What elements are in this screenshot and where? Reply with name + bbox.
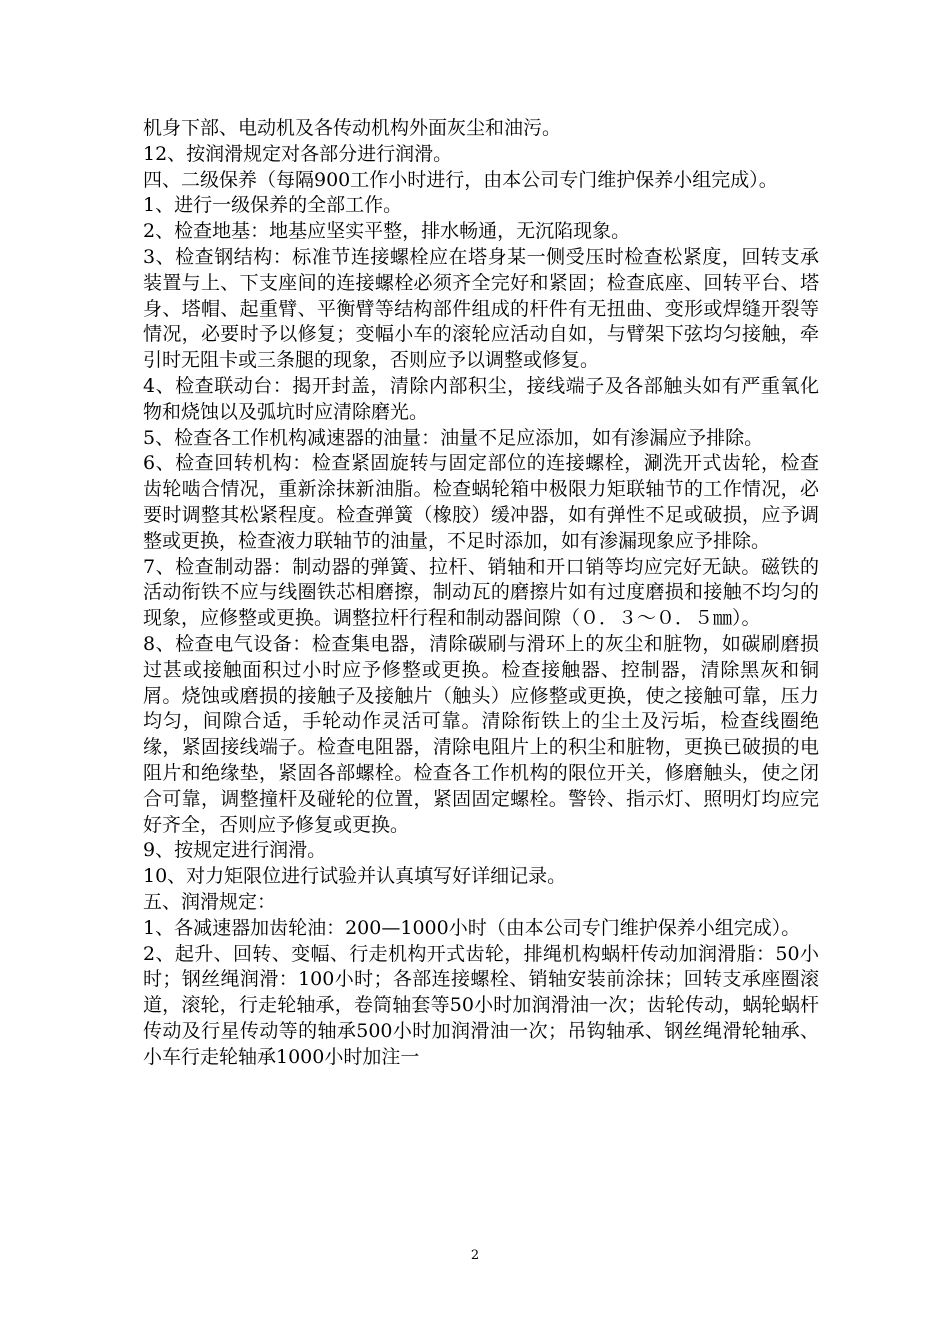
paragraph: 7、检查制动器：制动器的弹簧、拉杆、销轴和开口销等均应完好无缺。磁铁的活动衔铁不应与线圈铁芯相磨擦，制动瓦的磨擦片如有过度磨损和接触不均匀的现象，应修整或更换。调整拉杆行程和制动器间隙（０．３～０．５㎜）。 bbox=[143, 555, 819, 630]
paragraph: 机身下部、电动机及各传动机构外面灰尘和油污。 bbox=[143, 117, 562, 139]
paragraph: 2、起升、回转、变幅、行走机构开式齿轮，排绳机构蜗杆传动加润滑脂：50小时；钢丝绳润滑：100小时；各部连接螺栓、销轴安装前涂抹；回转支承座圈滚道，滚轮，行走轮轴承，卷筒轴套等50小时加润滑油一次；齿轮传动，蜗轮蜗杆传动及行星传动等的轴承500小时加润滑油一次；吊钩轴承、钢丝绳滑轮轴承、小车行走轮轴承1000小时加注一 bbox=[143, 942, 819, 1068]
paragraph: 3、检查钢结构：标准节连接螺栓应在塔身某一侧受压时检查松紧度，回转支承装置与上、下支座间的连接螺栓必须齐全完好和紧固；检查底座、回转平台、塔身、塔帽、起重臂、平衡臂等结构部件组成的杆件有无扭曲、变形或焊缝开裂等情况，必要时予以修复；变幅小车的滚轮应活动自如，与臂架下弦均匀接触，牵引时无阻卡或三条腿的现象，否则应予以调整或修复。 bbox=[143, 245, 819, 372]
paragraph: 8、检查电气设备：检查集电器，清除碳刷与滑环上的灰尘和脏物，如碳刷磨损过甚或接触面积过小时应予修整或更换。检查接触器、控制器，清除黑灰和铜屑。烧蚀或磨损的接触子及接触片（触头）应修整或更换，使之接触可靠，压力均匀，间隙合适，手轮动作灵活可靠。清除衔铁上的尘土及污垢，检查线圈绝缘，紧固接线端子。检查电阻器，清除电阻片上的积尘和脏物，更换已破损的电阻片和绝缘垫，紧固各部螺栓。检查各工作机构的限位开关，修磨触头，使之闭合可靠，调整撞杆及碰轮的位置，紧固固定螺栓。警铃、指示灯、照明灯均应完好齐全，否则应予修复或更换。 bbox=[143, 632, 819, 836]
paragraph: 1、各减速器加齿轮油：200—1000小时（由本公司专门维护保养小组完成）。 bbox=[143, 916, 801, 939]
section-heading: 五、润滑规定： bbox=[143, 890, 277, 913]
paragraph: 6、检查回转机构：检查紧固旋转与固定部位的连接螺栓，涮洗开式齿轮，检查齿轮啮合情况，重新涂抹新油脂。检查蜗轮箱中极限力矩联轴节的工作情况，必要时调整其松紧程度。检查弹簧（橡胶）缓冲器，如有弹性不足或破损，应予调整或更换，检查液力联轴节的油量，不足时添加，如有渗漏现象应予排除。 bbox=[143, 452, 819, 552]
paragraph: 12、按润滑规定对各部分进行润滑。 bbox=[143, 142, 453, 165]
paragraph: 9、按规定进行润滑。 bbox=[143, 839, 327, 862]
page-body bbox=[143, 116, 819, 1070]
paragraph: 2、检查地基：地基应坚实平整，排水畅通，无沉陷现象。 bbox=[143, 220, 631, 243]
page-number: 2 bbox=[470, 1248, 480, 1263]
paragraph: 1、进行一级保养的全部工作。 bbox=[143, 194, 403, 217]
section-heading: 四、二级保养（每隔900工作小时进行，由本公司专门维护保养小组完成）。 bbox=[143, 168, 778, 191]
paragraph: 10、对力矩限位进行试验并认真填写好详细记录。 bbox=[143, 865, 567, 888]
paragraph: 5、检查各工作机构减速器的油量：油量不足应添加，如有渗漏应予排除。 bbox=[143, 426, 764, 449]
paragraph: 4、检查联动台：揭开封盖，清除内部积尘，接线端子及各部触头如有严重氧化物和烧蚀以及弧坑时应清除磨光。 bbox=[143, 374, 819, 423]
